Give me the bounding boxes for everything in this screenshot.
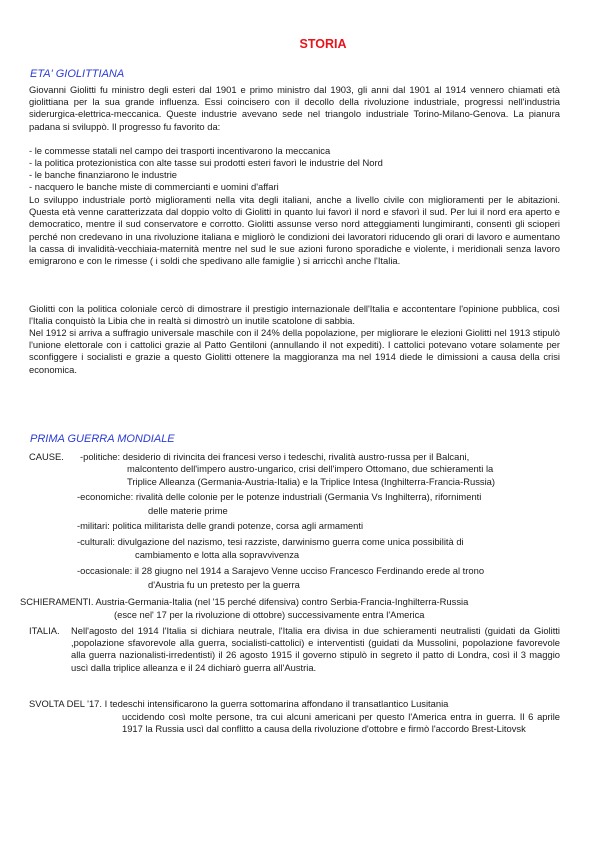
section-heading-giolitti: ETA' GIOLITTIANA bbox=[30, 68, 125, 80]
schieramenti: (esce nel' 17 per la rivoluzione di ottobre) successivamente entra l'America bbox=[114, 609, 425, 620]
cause-culturali: -culturali: divulgazione del nazismo, tesi razziste, darwinismo guerra come unica possibilità di bbox=[77, 536, 464, 547]
giolitti-paragraph-4: Nel 1912 si arriva a suffragio universale maschile con il 24% della popolazione, per migliorare le elezioni Giolitti nel 1913 stipulò l'unione elettorale con i cattolici grazie al Patto Gentiloni (annullando il not expediti). I cattolici potevano votare solamente per sconfiggere i socialisti e grazie a questo Giolitti ottenere la maggioranza ma nel 1914 diede le dimissioni a causa della crisi economica. bbox=[29, 327, 560, 375]
cause-politiche: -politiche: desiderio di rivincita dei francesi verso i tedeschi, rivalità austro-russa per il Balcani, bbox=[80, 451, 470, 462]
list-item: - le banche finanziarono le industrie bbox=[29, 169, 178, 180]
giolitti-paragraph-2: Lo sviluppo industriale portò miglioramenti nella vita degli italiani, anche a livello civile con miglioramenti per le abitazioni. Questa età venne caratterizzata dal doppio volto di Giolitti in quanto lui favorì il nord e sfavorì il sud. Per lui il nord era aperto e democratico, mentre il sud conservatore e corrotto. Giolitti assunse verso nord atteggiamenti lungimiranti, consentì gli scioperi perché non credevano in una rivoluzione italiana e migliorò le condizioni dei lavoratori riducendo gli orari di lavoro e aumentano la cassa di invalidità-vecchiaia-maternità mentre nel sud le sue azioni furono sporadiche e violente, i meridionali senza lavoro emigrarono e con le rimesse ( i soldi che spedivano alle famiglie ) si arricchì anche l'Italia. bbox=[29, 194, 560, 267]
italia-label: ITALIA. bbox=[29, 625, 60, 636]
cause-economiche: delle materie prime bbox=[148, 505, 228, 516]
list-item: - le commesse statali nel campo dei trasporti incentivarono la meccanica bbox=[29, 145, 331, 156]
italia-paragraph: Nell'agosto del 1914 l'Italia si dichiara neutrale, l'Italia era divisa in due schieramenti neutralisti (guidati da Giolitti ,popolazione sfavorevole alla guerra, socialisti-cattolici) e interventisti (guidati da Mussolini, popolazione favorevole alla guerra nazionalisti-irredentisti) il 26 agosto 1915 il governo stipulò in segreto il patto di Londra, così il 3 maggio uscì dalla triplice alleanza e il 24 dichiarò guerra all'Austria. bbox=[71, 625, 560, 673]
cause-label: CAUSE. bbox=[29, 451, 64, 462]
cause-economiche: -economiche: rivalità delle colonie per le potenze industriali (Germania Vs Inghilterra), rifornimenti bbox=[77, 491, 482, 502]
list-item: - la politica protezionistica con alte tasse sui prodotti esteri favorì le industrie del Nord bbox=[29, 157, 383, 168]
cause-politiche: Triplice Alleanza (Germania-Austria-Italia) e la Triplice Intesa (Inghilterra-Francia-Russia) bbox=[127, 476, 496, 487]
giolitti-paragraph-3: Giolitti con la politica coloniale cercò di dimostrare il prestigio internazionale dell'Italia e accontentare l'opinione pubblica, così l'Italia conquistò la Libia che in realtà si dimostrò un inutile scatolone di sabbia. bbox=[29, 303, 560, 327]
cause-occasionale: d'Austria fu un pretesto per la guerra bbox=[148, 579, 300, 590]
list-item: - nacquero le banche miste di commercianti e uomini d'affari bbox=[29, 181, 279, 192]
page-title: STORIA bbox=[299, 37, 347, 51]
section-heading-guerra: PRIMA GUERRA MONDIALE bbox=[30, 433, 175, 445]
svolta-first-line: SVOLTA DEL '17. I tedeschi intensificarono la guerra sottomarina affondano il transatlantico Lusitania bbox=[29, 698, 449, 709]
giolitti-intro: Giovanni Giolitti fu ministro degli esteri dal 1901 e primo ministro dal 1903, gli anni dal 1901 al 1914 vennero chiamati età giolittiana per la sua grande influenza. Essi coincisero con il decollo della rivoluzione industriale, progressi nell'industria siderurgica-elettrica-meccanica. Queste industrie avevano sede nel triangolo industriale Torino-Milano-Genova. La pianura padana si sviluppò. Il progresso fu favorito da: bbox=[29, 84, 560, 132]
svolta-paragraph: uccidendo così molte persone, tra cui alcuni americani per questo l'America entra in guerra. Il 6 aprile 1917 la Russia uscì dal conflitto a causa della rivoluzione d'ottobre e firmò l'accordo Brest-Litovsk bbox=[122, 711, 560, 735]
schieramenti: SCHIERAMENTI. Austria-Germania-Italia (nel '15 perché difensiva) contro Serbia-Francia-Inghilterra-Russia bbox=[20, 596, 469, 607]
cause-culturali: cambiamento e lotta alla sopravvivenza bbox=[135, 549, 300, 560]
cause-militari: -militari: politica militarista delle grandi potenze, corsa agli armamenti bbox=[77, 520, 364, 531]
cause-occasionale: -occasionale: il 28 giugno nel 1914 a Sarajevo Venne ucciso Francesco Ferdinando erede al trono bbox=[77, 565, 485, 576]
cause-politiche: malcontento dell'impero austro-ungarico, crisi dell'impero Ottomano, due schieramenti la bbox=[127, 463, 494, 474]
